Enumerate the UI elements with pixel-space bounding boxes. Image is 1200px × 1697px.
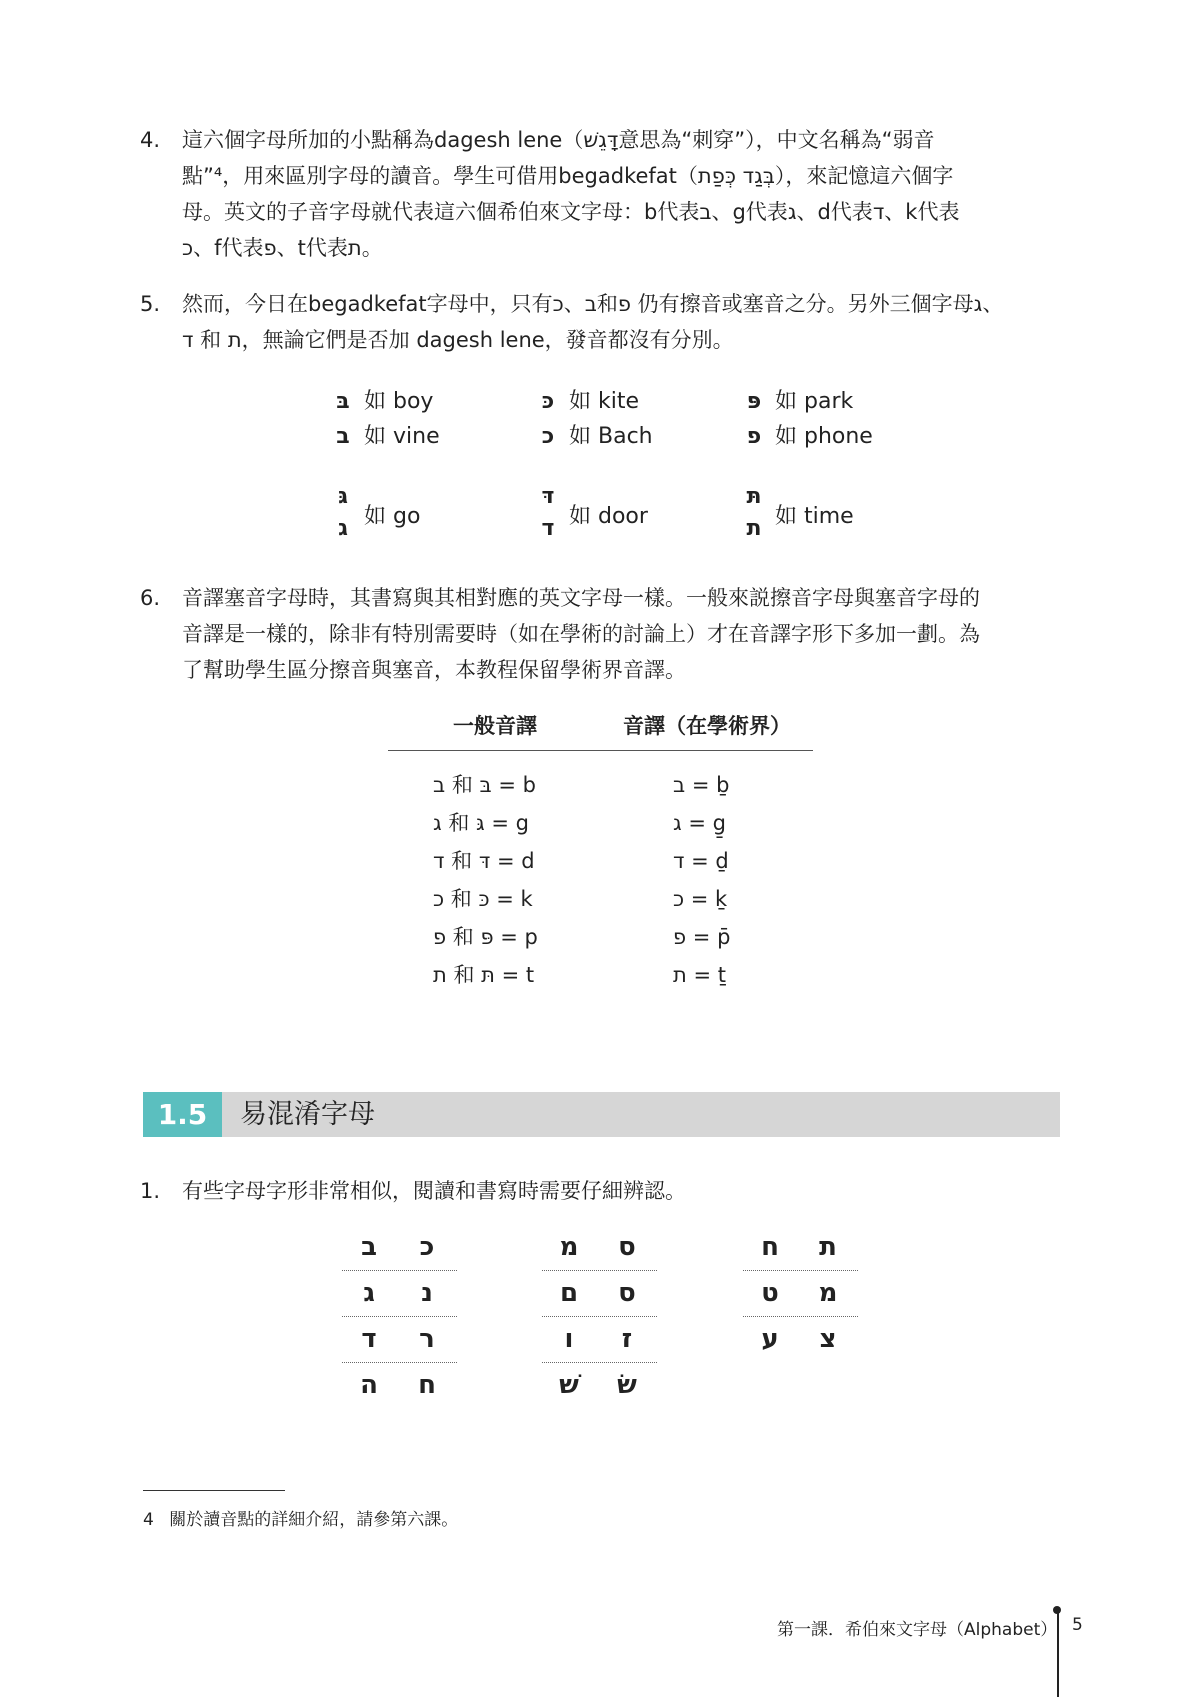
- list-number: 6.: [140, 586, 161, 610]
- confusable-pair: [342, 1316, 457, 1363]
- hebrew-letter: צ: [819, 1324, 837, 1354]
- hebrew-letter: שׂ: [617, 1370, 637, 1400]
- confusable-pair: [542, 1362, 657, 1408]
- confusable-pair: [342, 1362, 457, 1408]
- hebrew-letter: ד: [541, 516, 555, 541]
- hebrew-letter: כ: [541, 424, 555, 449]
- hebrew-letter: ט: [761, 1278, 779, 1308]
- example-item: [330, 419, 440, 450]
- paragraph-line: 音譯是一樣的，除非有特別需要時（如在學術的討論上）才在音譯字形下多加一劃。為: [182, 622, 980, 646]
- hebrew-letter: ה: [360, 1370, 378, 1400]
- hebrew-letter: ח: [418, 1370, 436, 1400]
- paragraph-line: 音譯塞音字母時，其書寫與其相對應的英文字母一樣。一般來説擦音字母與塞音字母的: [182, 586, 980, 610]
- example-item: [741, 384, 853, 415]
- section-header: [143, 1092, 1060, 1137]
- table-cell-general: פ 和 פּ = p: [433, 925, 538, 949]
- table-cell-general: ת 和 תּ = t: [433, 963, 535, 987]
- hebrew-letter: ס: [618, 1232, 636, 1262]
- example-stack: [741, 482, 921, 548]
- table-cell-academic: ד = ḏ: [673, 849, 729, 873]
- paragraph-line: ד 和 ת，無論它們是否加 dagesh lene，發音都沒有分別。: [182, 328, 734, 352]
- example-item: [741, 419, 873, 450]
- example-word: 如 Bach: [569, 424, 653, 449]
- hebrew-letter: מ: [818, 1278, 838, 1308]
- paragraph-line: 有些字母字形非常相似，閱讀和書寫時需要仔細辨認。: [182, 1179, 686, 1203]
- list-number: 4.: [140, 128, 161, 152]
- hebrew-letter: גּ: [338, 484, 348, 509]
- hebrew-letter: ם: [559, 1278, 579, 1308]
- hebrew-letter: דּ: [541, 484, 555, 509]
- footnote-text: 關於讀音點的詳細介紹，請參第六課。: [169, 1510, 459, 1530]
- paragraph-5: [140, 286, 1060, 358]
- hebrew-letter: ר: [419, 1324, 435, 1354]
- example-word: 如 boy: [364, 389, 434, 414]
- table-cell-academic: ב = ḇ: [673, 773, 730, 797]
- table-cell-general: ד 和 דּ = d: [433, 849, 535, 873]
- table-cell-general: ב 和 בּ = b: [433, 773, 536, 797]
- example-stack: [535, 482, 715, 548]
- hebrew-letter: שׁ: [559, 1370, 579, 1400]
- table-cell-academic: ג = g̱: [673, 811, 726, 835]
- example-stack: [330, 482, 510, 548]
- hebrew-letter: ת: [819, 1232, 837, 1262]
- example-word: 如 go: [364, 504, 421, 529]
- hebrew-letter: תּ: [746, 484, 762, 509]
- example-word: 如 vine: [364, 424, 440, 449]
- hebrew-letter: ב: [336, 424, 350, 449]
- hebrew-letter: ח: [761, 1232, 779, 1262]
- hebrew-letter: ג: [338, 516, 348, 541]
- table-cell-academic: ת = ṯ: [673, 963, 726, 987]
- table-header-academic: 音譯（在學術界）: [623, 714, 791, 738]
- hebrew-letter: ג: [363, 1278, 375, 1308]
- section-title: 易混淆字母: [240, 1099, 375, 1130]
- hebrew-letter: ת: [746, 516, 762, 541]
- hebrew-letter: ב: [361, 1232, 377, 1262]
- list-number: 5.: [140, 292, 161, 316]
- example-item: [535, 419, 653, 450]
- table-cell-academic: כ = ḵ: [673, 887, 728, 911]
- table-header-general: 一般音譯: [453, 714, 537, 738]
- example-item: [330, 384, 433, 415]
- confusable-pair: [542, 1270, 657, 1317]
- confusable-pair: [542, 1316, 657, 1363]
- paragraph-line: 點”⁴，用來區別字母的讀音。學生可借用begadkefat（בְּגַד כְּפַת），來記憶這六個字: [182, 164, 954, 188]
- hebrew-letter: פ: [746, 424, 762, 449]
- footnote-number: 4: [143, 1510, 154, 1530]
- example-item: [535, 384, 639, 415]
- hebrew-letter: ד: [361, 1324, 377, 1354]
- confusable-pair: [542, 1224, 657, 1271]
- confusable-pair: [743, 1316, 858, 1362]
- table-rule: [388, 750, 813, 751]
- confusable-pair: [743, 1224, 858, 1271]
- paragraph-4: [140, 122, 1060, 266]
- paragraph-line: 這六個字母所加的小點稱為dagesh lene（דָּגֵשׁ意思為“刺穿”），中文名稱為“弱音: [182, 128, 935, 152]
- confusable-pair: [743, 1270, 858, 1317]
- hebrew-letter: בּ: [336, 389, 350, 414]
- paragraph-line: כ、f代表פ、t代表ת。: [182, 236, 383, 260]
- footnote-rule: [143, 1490, 285, 1491]
- example-word: 如 kite: [569, 389, 640, 414]
- footer-divider: [1057, 1610, 1059, 1697]
- table-cell-academic: פ = p̄: [673, 925, 731, 949]
- example-word: 如 time: [775, 504, 854, 529]
- paragraph-line: 母。英文的子音字母就代表這六個希伯來文字母：b代表ב、g代表ג、d代表ד、k代表: [182, 200, 960, 224]
- table-cell-general: כ 和 כּ = k: [433, 887, 533, 911]
- example-word: 如 park: [775, 389, 854, 414]
- confusable-pair: [342, 1270, 457, 1317]
- confusable-pair: [342, 1224, 457, 1271]
- hebrew-letter: מ: [559, 1232, 579, 1262]
- hebrew-letter: ו: [564, 1324, 574, 1354]
- running-head: 第一課．希伯來文字母（Alphabet）: [777, 1620, 1058, 1640]
- page-number: 5: [1072, 1615, 1083, 1635]
- hebrew-letter: כ: [419, 1232, 435, 1262]
- example-word: 如 phone: [775, 424, 873, 449]
- hebrew-letter: ס: [618, 1278, 636, 1308]
- list-number: 1.: [140, 1179, 161, 1203]
- table-cell-general: ג 和 גּ = g: [433, 811, 529, 835]
- section-paragraph-1: [140, 1173, 1060, 1209]
- paragraph-line: 然而，今日在begadkefat字母中，只有ב、כ和פ 仍有擦音或塞音之分。另外三個字母ג、: [182, 292, 1004, 316]
- footnote: [143, 1505, 458, 1530]
- paragraph-line: 了幫助學生區分擦音與塞音，本教程保留學術界音譯。: [182, 658, 686, 682]
- example-word: 如 door: [569, 504, 648, 529]
- hebrew-letter: פּ: [746, 389, 762, 414]
- paragraph-6: [140, 580, 1060, 688]
- hebrew-letter: נ: [421, 1278, 433, 1308]
- hebrew-letter: ע: [761, 1324, 779, 1354]
- hebrew-letter: ז: [621, 1324, 633, 1354]
- hebrew-letter: כּ: [541, 389, 555, 414]
- section-number: 1.5: [143, 1092, 222, 1137]
